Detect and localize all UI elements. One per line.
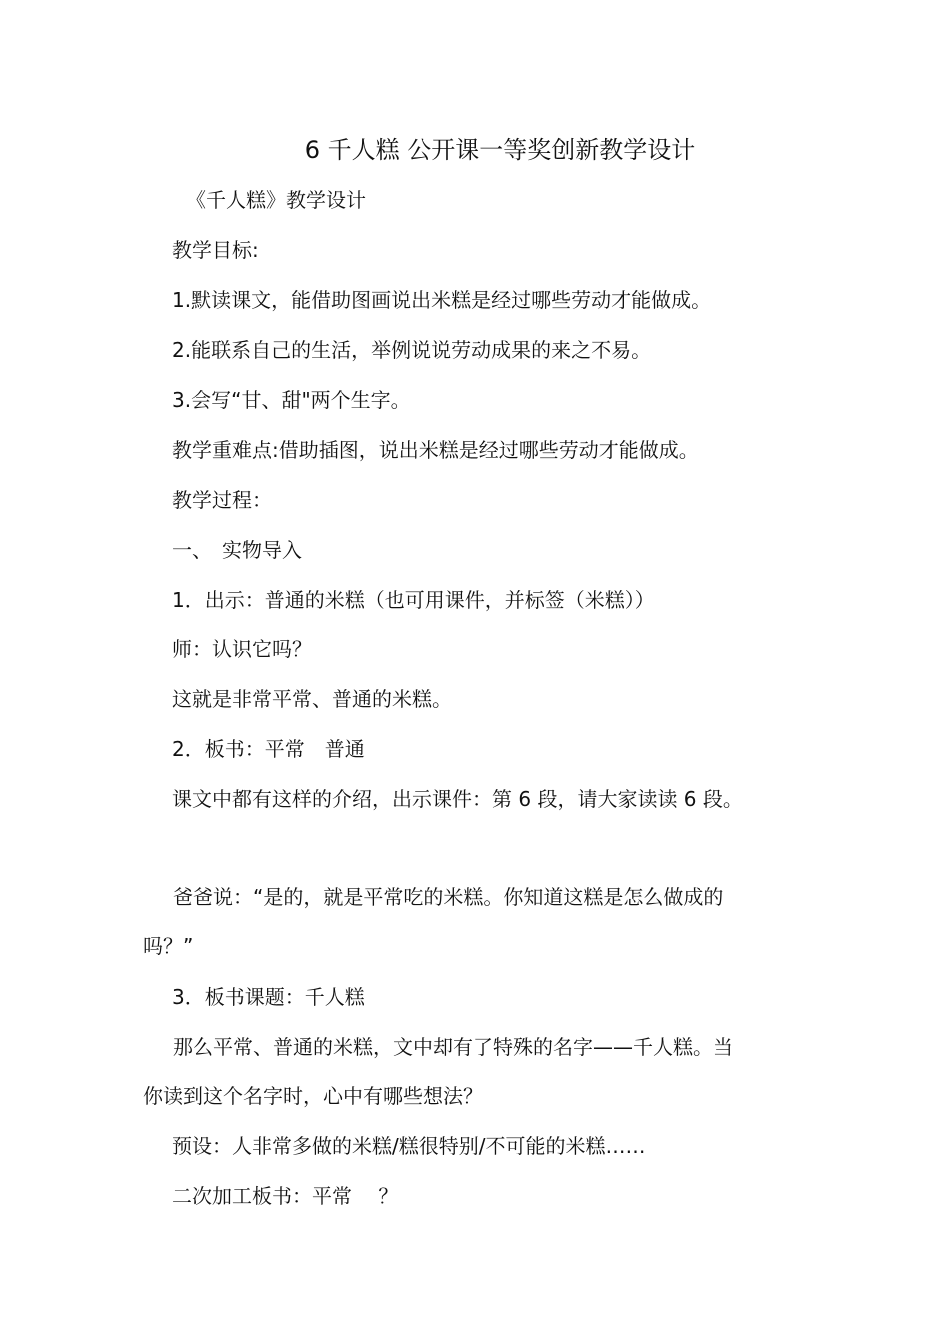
document-title: 6 千人糕 公开课一等奖创新教学设计 — [304, 136, 696, 164]
paragraph-objective-3: 3.会写“甘、甜"两个生字。 — [172, 388, 411, 412]
paragraph-special-name — [143, 1032, 813, 1111]
paragraph-second-board: 二次加工板书：平常 ？ — [172, 1184, 399, 1208]
paragraph-step-3: 3．板书课题：千人糕 — [172, 985, 365, 1009]
paragraph-step-2: 2．板书：平常 普通 — [172, 737, 365, 761]
paragraph-preset: 预设：人非常多做的米糕/糕很特别/不可能的米糕…… — [172, 1134, 646, 1158]
paragraph-process-heading: 教学过程： — [172, 488, 272, 512]
special-name-line-1: 那么平常、普通的米糕，文中却有了特殊的名字——千人糕。当 — [173, 1035, 733, 1059]
paragraph-objective-2: 2.能联系自己的生活，举例说说劳动成果的来之不易。 — [172, 338, 652, 362]
subtitle: 《千人糕》教学设计 — [186, 188, 366, 212]
paragraph-objective-1: 1.默读课文，能借助图画说出米糕是经过哪些劳动才能做成。 — [172, 288, 712, 312]
paragraph-key-points: 教学重难点:借助插图，说出米糕是经过哪些劳动才能做成。 — [172, 438, 699, 462]
special-name-line-2: 你读到这个名字时，心中有哪些想法？ — [143, 1084, 483, 1108]
paragraph-section-1: 一、 实物导入 — [172, 538, 302, 562]
paragraph-ordinary-cake: 这就是非常平常、普通的米糕。 — [172, 687, 452, 711]
paragraph-step-1: 1．出示：普通的米糕（也可用课件，并标签（米糕）） — [172, 588, 655, 612]
quote-line-1: 爸爸说：“是的，就是平常吃的米糕。你知道这糕是怎么做成的 — [173, 885, 724, 909]
paragraph-text-intro: 课文中都有这样的介绍，出示课件：第 6 段，请大家读读 6 段。 — [172, 787, 743, 811]
paragraph-objectives-heading: 教学目标: — [172, 238, 259, 262]
paragraph-teacher-question: 师：认识它吗？ — [172, 637, 312, 661]
quote-line-2: 吗？” — [143, 934, 194, 958]
paragraph-father-quote — [143, 882, 813, 961]
